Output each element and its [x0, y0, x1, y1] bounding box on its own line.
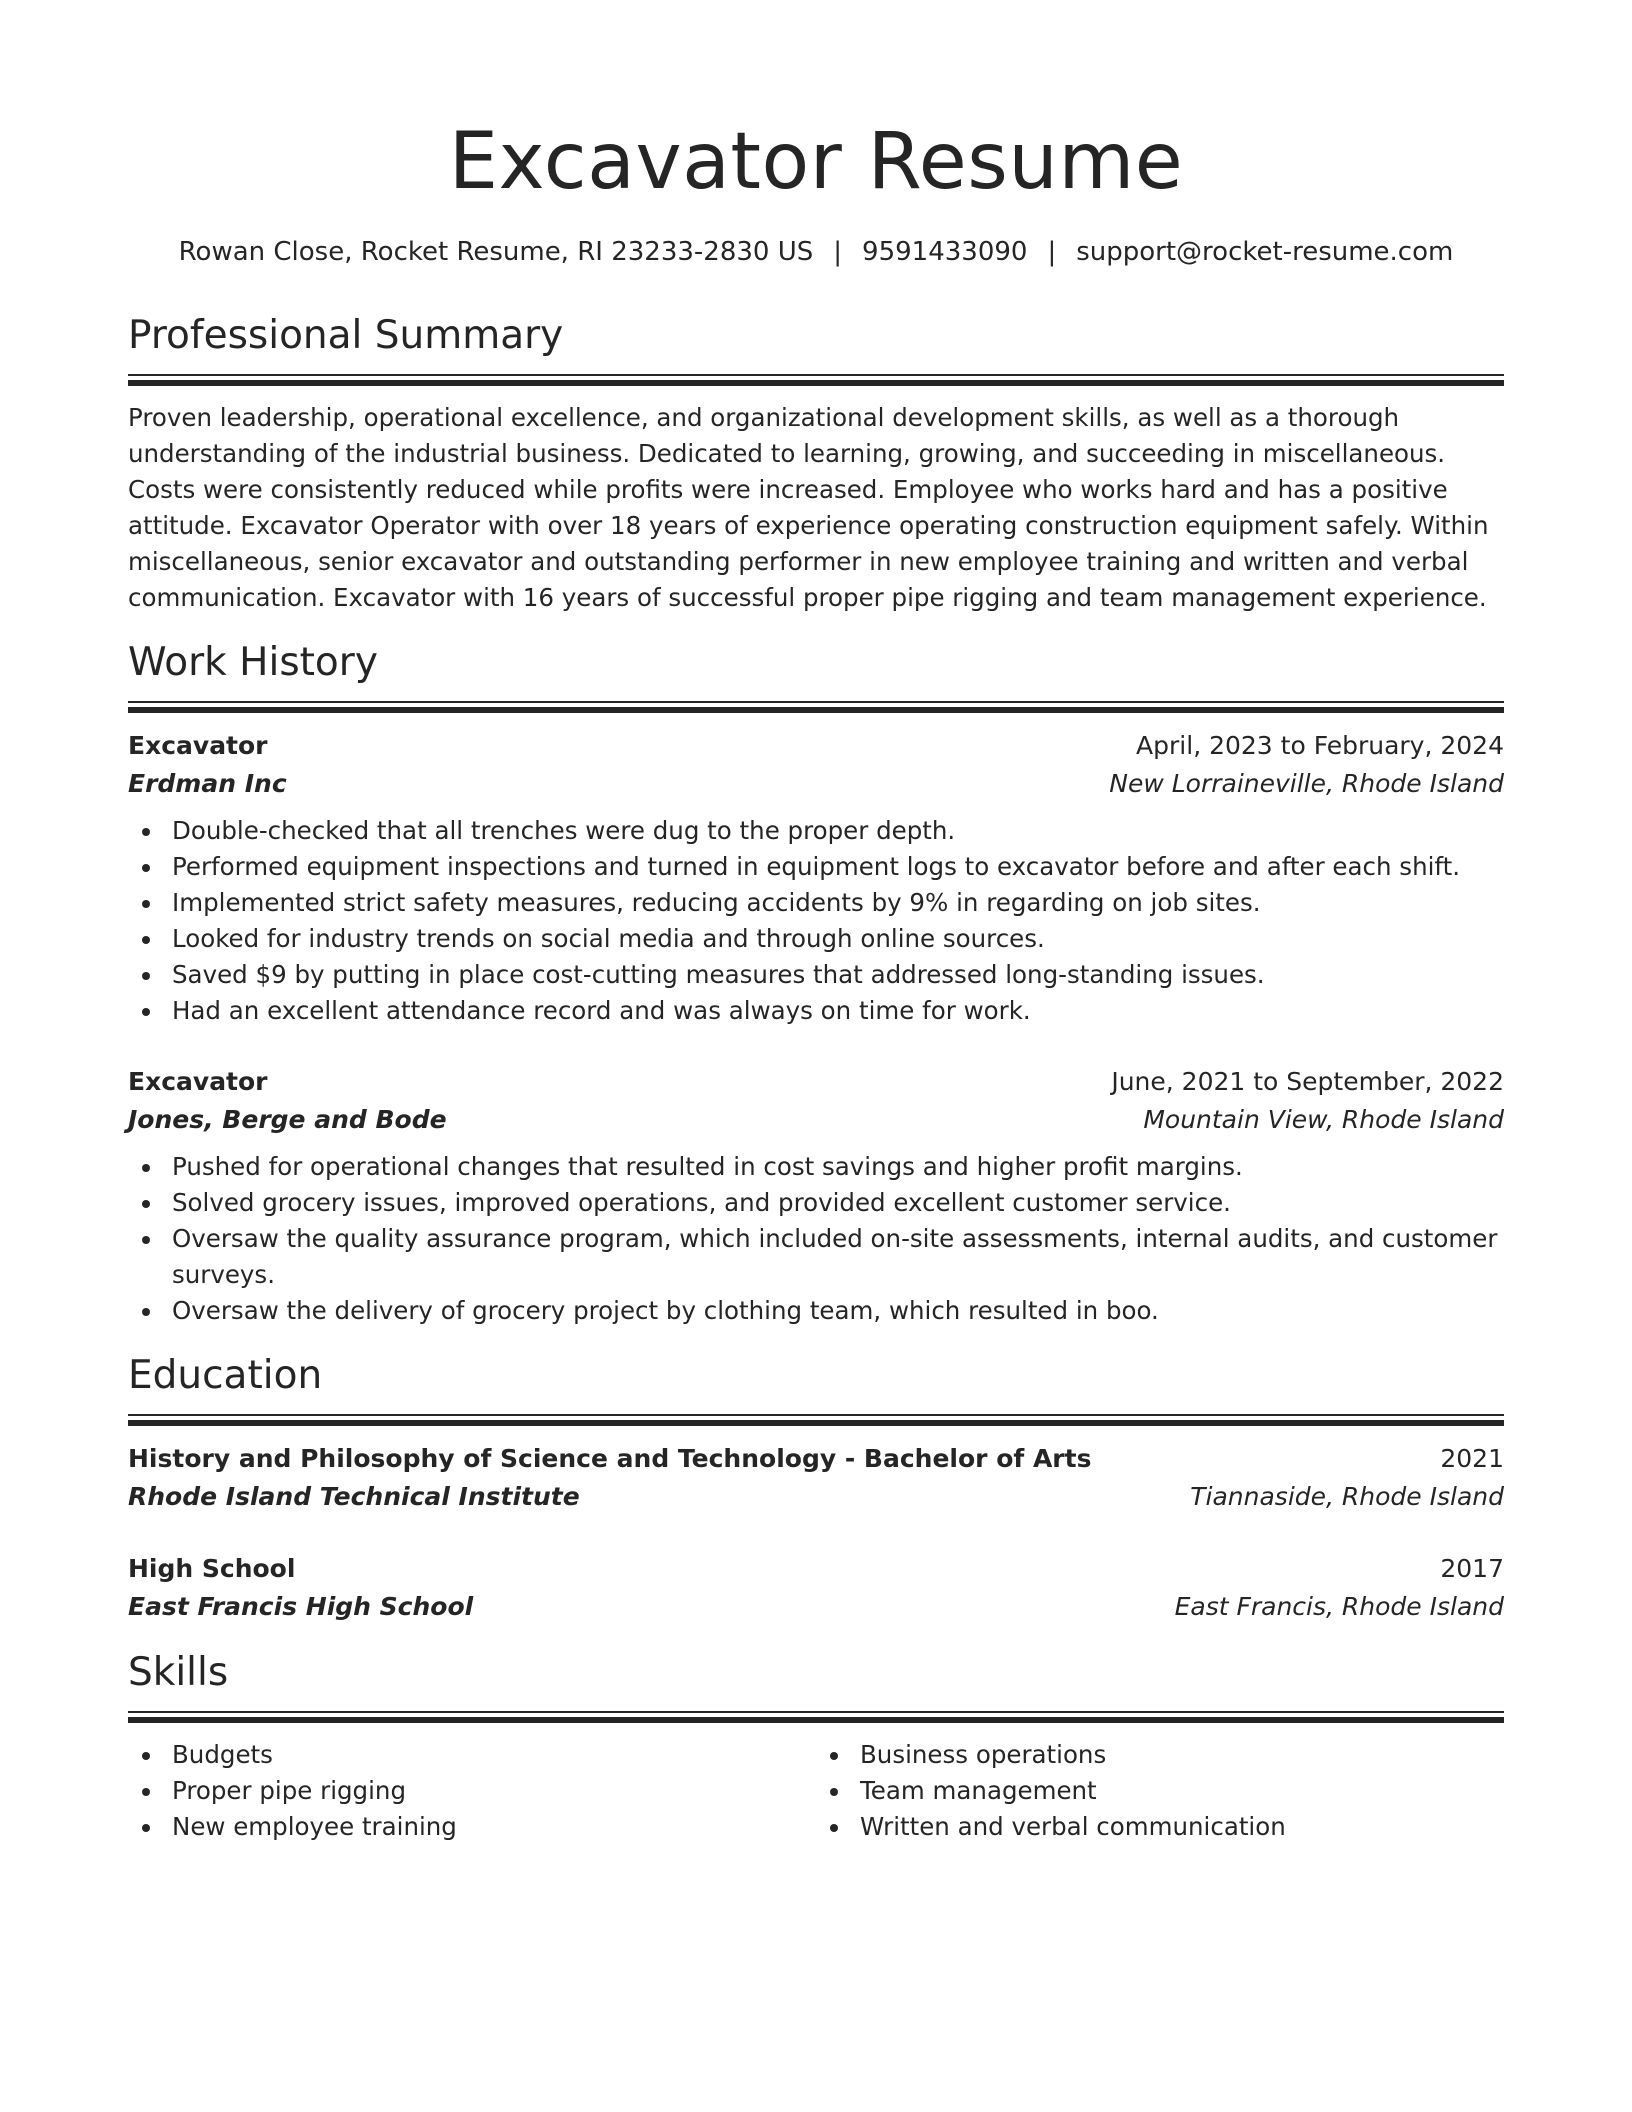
section-divider [128, 701, 1504, 715]
education-header-row [128, 1550, 1504, 1588]
job-entry [128, 727, 1504, 1029]
skill-item: Written and verbal communication [816, 1809, 1504, 1845]
skills-section [128, 1650, 1504, 1845]
job-company-row [128, 765, 1504, 803]
education-year: 2017 [1440, 1553, 1504, 1583]
summary-section [128, 313, 1504, 616]
section-divider [128, 1414, 1504, 1428]
job-duty-item: Performed equipment inspections and turned in equipment logs to excavator before and after each shift. [128, 849, 1504, 885]
section-divider [128, 374, 1504, 388]
job-entry [128, 1063, 1504, 1329]
education-entry [128, 1440, 1504, 1516]
summary-heading: Professional Summary [128, 313, 564, 359]
resume-title: Excavator Resume [448, 117, 1184, 207]
job-duties-list [128, 1149, 1504, 1329]
skills-grid [128, 1737, 1504, 1845]
job-duty-item: Solved grocery issues, improved operations, and provided excellent customer service. [128, 1185, 1504, 1221]
job-header-row [128, 1063, 1504, 1101]
skill-item: New employee training [128, 1809, 816, 1845]
work-history-section [128, 640, 1504, 1329]
education-section [128, 1353, 1504, 1626]
contact-separator: | [833, 236, 843, 267]
job-company: Jones, Berge and Bode [128, 1105, 447, 1135]
job-location: Mountain View, Rhode Island [1143, 1105, 1504, 1135]
job-company: Erdman Inc [128, 769, 287, 799]
contact-line [128, 236, 1504, 270]
skills-list-left [128, 1737, 816, 1845]
education-school-row [128, 1588, 1504, 1626]
contact-separator: | [1047, 236, 1057, 267]
contact-address: Rowan Close, Rocket Resume, RI 23233-2830 US [178, 236, 814, 267]
skill-item: Team management [816, 1773, 1504, 1809]
job-dates: June, 2021 to September, 2022 [1111, 1067, 1504, 1097]
education-location: Tiannaside, Rhode Island [1190, 1481, 1504, 1511]
skills-list-right [816, 1737, 1504, 1845]
education-degree: High School [128, 1553, 296, 1583]
job-duty-item: Implemented strict safety measures, reducing accidents by 9% in regarding on job sites. [128, 885, 1504, 921]
skills-heading: Skills [128, 1649, 229, 1695]
skill-item: Business operations [816, 1737, 1504, 1773]
job-header-row [128, 727, 1504, 765]
work-history-heading: Work History [128, 640, 378, 686]
education-school: Rhode Island Technical Institute [128, 1481, 580, 1511]
education-heading: Education [128, 1353, 323, 1399]
education-school-row [128, 1478, 1504, 1516]
job-title: Excavator [128, 731, 268, 761]
contact-email: support@rocket-resume.com [1076, 236, 1454, 267]
skill-item: Budgets [128, 1737, 816, 1773]
job-duty-item: Had an excellent attendance record and was always on time for work. [128, 993, 1504, 1029]
job-title: Excavator [128, 1067, 268, 1097]
job-location: New Lorraineville, Rhode Island [1109, 769, 1504, 799]
education-degree: History and Philosophy of Science and Technology - Bachelor of Arts [128, 1443, 1092, 1473]
education-year: 2021 [1440, 1443, 1504, 1473]
job-duties-list [128, 813, 1504, 1029]
job-duty-item: Pushed for operational changes that resulted in cost savings and higher profit margins. [128, 1149, 1504, 1185]
job-duty-item: Saved $9 by putting in place cost-cutting measures that addressed long-standing issues. [128, 957, 1504, 993]
education-school: East Francis High School [128, 1591, 474, 1621]
contact-phone: 9591433090 [862, 236, 1028, 267]
education-header-row [128, 1440, 1504, 1478]
summary-text: Proven leadership, operational excellence, and organizational development skills, as well as a thorough understanding of the industrial business. Dedicated to learning, growing, and succeeding in miscellaneous. Costs were consistently reduced while profits were increased. Employee who works hard and has a positive attitude. Excavator Operator with over 18 years of experience operating construction equipment safely. Within miscellaneous, senior excavator and outstanding performer in new employee training and written and verbal communication. Excavator with 16 years of successful proper pipe rigging and team management experience. [128, 403, 1489, 613]
education-entry [128, 1550, 1504, 1626]
skill-item: Proper pipe rigging [128, 1773, 816, 1809]
job-duty-item: Double-checked that all trenches were dug to the proper depth. [128, 813, 1504, 849]
job-dates: April, 2023 to February, 2024 [1136, 731, 1504, 761]
education-location: East Francis, Rhode Island [1174, 1591, 1504, 1621]
section-divider [128, 1711, 1504, 1725]
job-duty-item: Oversaw the quality assurance program, which included on-site assessments, internal audits, and customer surveys. [128, 1221, 1504, 1293]
job-duty-item: Oversaw the delivery of grocery project by clothing team, which resulted in boo. [128, 1293, 1504, 1329]
job-company-row [128, 1101, 1504, 1139]
job-duty-item: Looked for industry trends on social media and through online sources. [128, 921, 1504, 957]
